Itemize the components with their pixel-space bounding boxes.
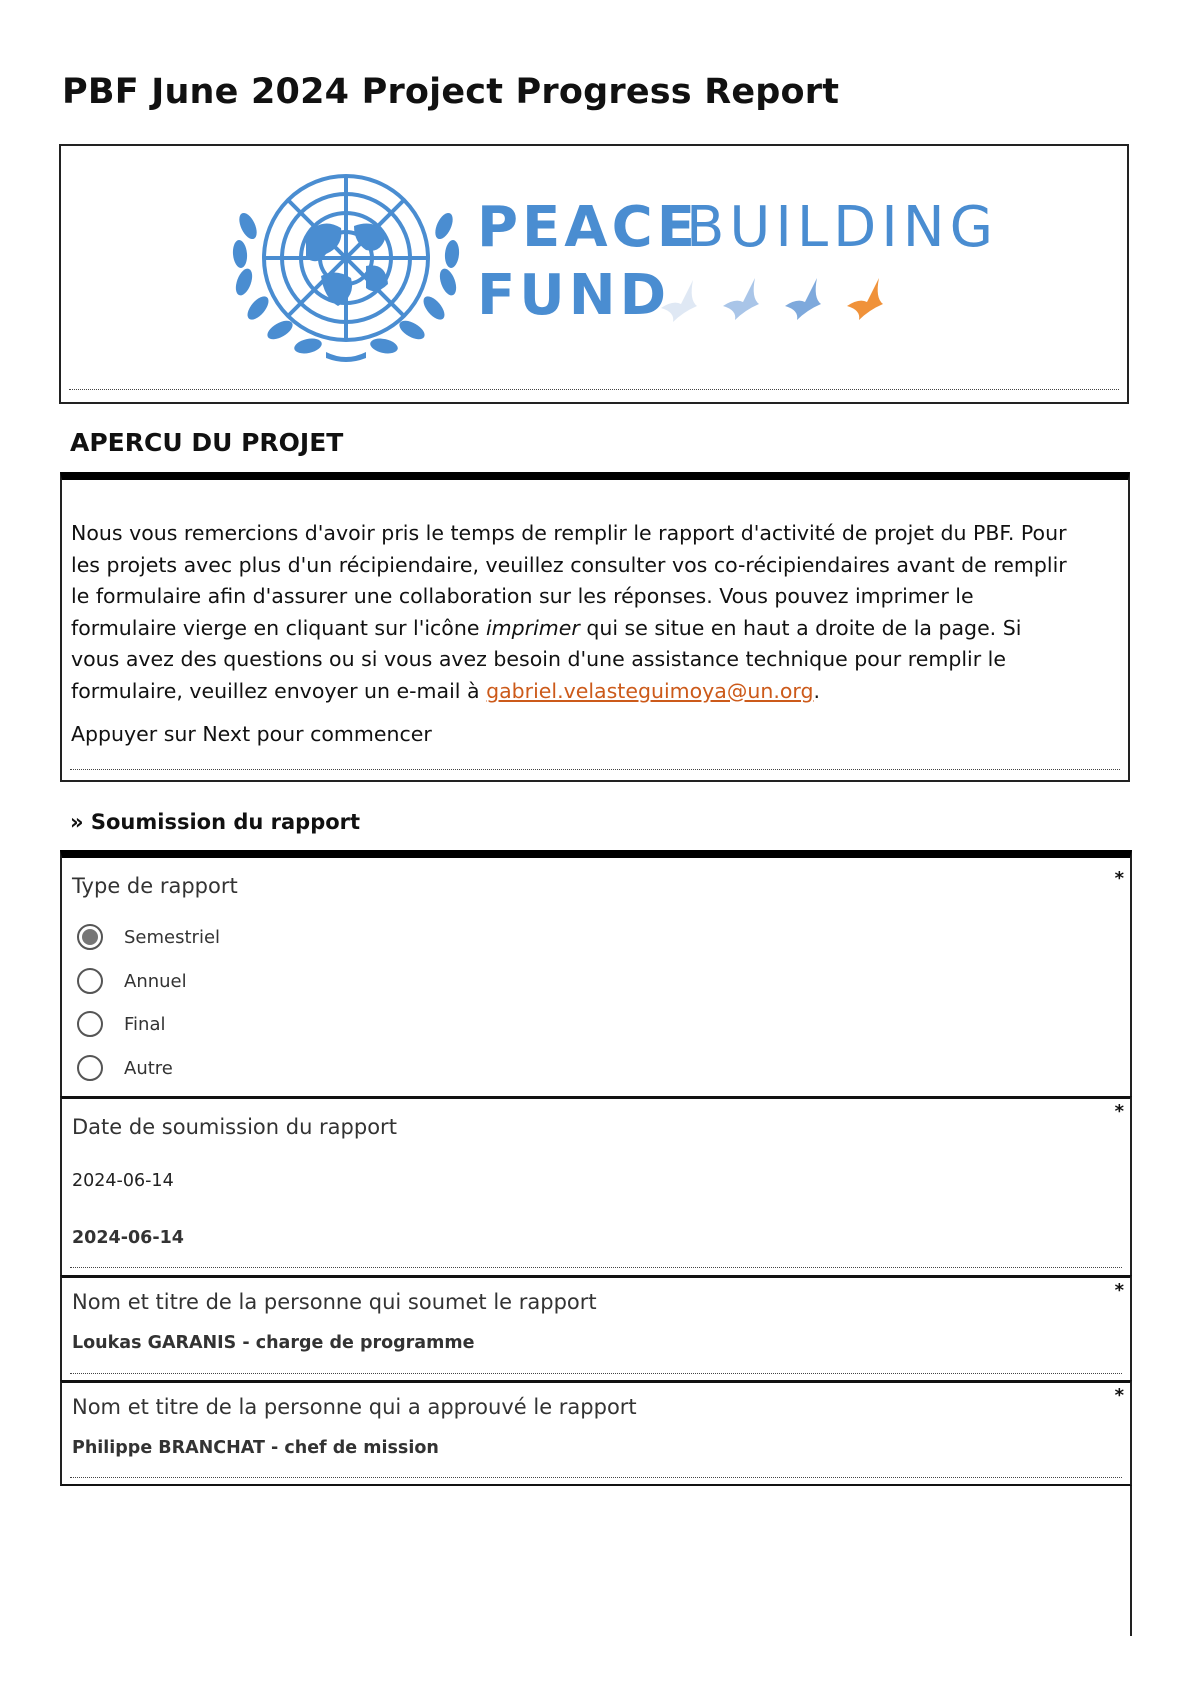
radio-button[interactable]	[77, 924, 103, 950]
logo-word-peace: PEACE	[477, 195, 699, 260]
question-label: Nom et titre de la personne qui a approuvé le rapport	[72, 1395, 637, 1419]
intro-text-end: .	[813, 678, 821, 703]
question-approver	[60, 1380, 1132, 1486]
logo-word-building: BUILDING	[686, 195, 999, 260]
radio-label: Semestriel	[124, 926, 221, 948]
logo-banner	[59, 144, 1129, 404]
section-heading-submission: » Soumission du rapport	[70, 810, 361, 834]
page-border-line	[1130, 1486, 1132, 1636]
intro-paragraph	[71, 518, 1071, 707]
question-label: Date de soumission du rapport	[72, 1115, 397, 1139]
divider	[70, 1477, 1122, 1478]
radio-option-final[interactable]	[77, 1007, 165, 1041]
required-mark: *	[1114, 1385, 1124, 1406]
intro-text-part: qui se situe en haut a droite de la page. Si vous avez des questions ou si vous avez besoin d'une assistance technique pour remplir le formulaire, veuillez envoyer un e-mail à	[71, 615, 1022, 703]
approver-value: Philippe BRANCHAT - chef de mission	[72, 1438, 439, 1458]
overview-panel	[60, 472, 1130, 782]
support-email-link[interactable]: gabriel.velasteguimoya@un.org	[486, 678, 814, 703]
radio-option-autre[interactable]	[77, 1051, 173, 1085]
intro-text-part: Nous vous remercions d'avoir pris le temps de remplir le rapport d'activité de projet du PBF. Pour les projets avec plus d'un récipiendaire, veuillez consulter vos co-récipiendaires avant de remplir le formulaire afin d'assurer une collaboration sur les réponses. Vous pouvez imprimer le formulaire vierge en cliquant sur l'icône	[71, 521, 1067, 640]
question-label: Nom et titre de la personne qui soumet le rapport	[72, 1290, 597, 1314]
intro-italic: imprimer	[485, 615, 580, 640]
page-title: PBF June 2024 Project Progress Report	[62, 72, 840, 112]
divider	[70, 1267, 1122, 1268]
radio-label: Final	[124, 1013, 166, 1035]
question-label: Type de rapport	[72, 874, 238, 898]
radio-button[interactable]	[77, 968, 103, 994]
divider	[70, 1373, 1122, 1374]
radio-label: Autre	[124, 1057, 173, 1079]
question-submission-date	[60, 1096, 1132, 1276]
doves-icon	[653, 270, 913, 330]
date-value[interactable]: 2024-06-14	[72, 1171, 174, 1191]
section-heading-overview: APERCU DU PROJET	[70, 428, 344, 457]
question-submitter	[60, 1275, 1132, 1381]
divider	[70, 769, 1120, 770]
radio-button[interactable]	[77, 1055, 103, 1081]
radio-option-semestriel[interactable]	[77, 920, 220, 954]
required-mark: *	[1114, 1101, 1124, 1122]
radio-option-annuel[interactable]	[77, 964, 187, 998]
question-report-type	[60, 850, 1132, 1098]
radio-label: Annuel	[124, 970, 187, 992]
date-value-confirmed: 2024-06-14	[72, 1228, 184, 1248]
submitter-value: Loukas GARANIS - charge de programme	[72, 1333, 475, 1353]
un-emblem-icon	[226, 166, 466, 366]
radio-button[interactable]	[77, 1011, 103, 1037]
logo-word-fund: FUND	[477, 263, 671, 328]
next-hint: Appuyer sur Next pour commencer	[71, 722, 432, 746]
divider	[69, 389, 1119, 390]
required-mark: *	[1114, 868, 1124, 889]
required-mark: *	[1114, 1280, 1124, 1301]
